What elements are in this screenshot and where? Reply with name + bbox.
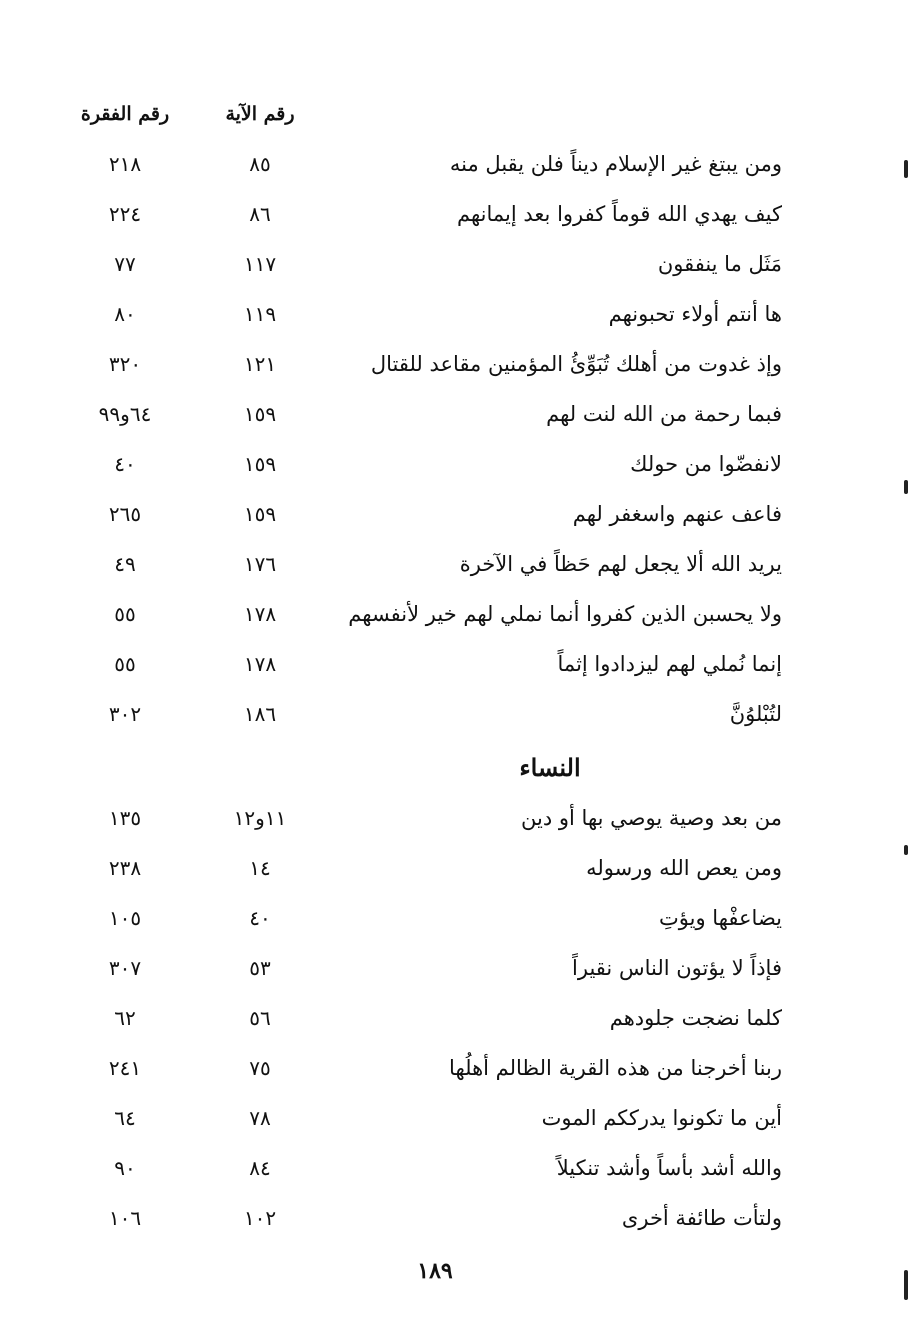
index-row bbox=[0, 644, 910, 684]
verse-number: ١٢١ bbox=[243, 352, 277, 376]
verse-text: يريد الله ألا يجعل لهم حَظاً في الآخرة bbox=[459, 552, 782, 576]
index-row bbox=[0, 244, 910, 284]
index-row bbox=[0, 1198, 910, 1238]
verse-text: من بعد وصية يوصي بها أو دين bbox=[521, 806, 782, 830]
verse-number: ٨٤ bbox=[249, 1156, 271, 1180]
verse-number: ١٥٩ bbox=[243, 402, 277, 426]
page-number: ١٨٩ bbox=[417, 1258, 453, 1284]
index-row bbox=[0, 798, 910, 838]
verse-number: ١٥٩ bbox=[243, 502, 277, 526]
verse-text: كلما نضجت جلودهم bbox=[609, 1006, 782, 1030]
verse-number: ٧٨ bbox=[249, 1106, 271, 1130]
index-row bbox=[0, 144, 910, 184]
scan-edge-mark bbox=[904, 480, 908, 494]
verse-number-header: رقم الآية bbox=[225, 103, 295, 125]
paragraph-number: ٦٤ bbox=[114, 1106, 136, 1130]
paragraph-number: ١٣٥ bbox=[108, 806, 142, 830]
verse-number: ١٧٨ bbox=[243, 652, 277, 676]
verse-number: ١٥٩ bbox=[243, 452, 277, 476]
paragraph-number: ٢٤١ bbox=[108, 1056, 142, 1080]
index-row bbox=[0, 394, 910, 434]
index-row bbox=[0, 1098, 910, 1138]
index-row bbox=[0, 998, 910, 1038]
section-title: النساء bbox=[519, 753, 581, 782]
verse-text: ولتأت طائفة أخرى bbox=[621, 1206, 782, 1230]
paragraph-number: ٥٥ bbox=[114, 602, 136, 626]
index-row bbox=[0, 194, 910, 234]
verse-number: ١٤ bbox=[249, 856, 271, 880]
scan-edge-mark bbox=[904, 160, 908, 178]
verse-text: لانفضّوا من حولك bbox=[630, 452, 782, 476]
paragraph-number: ٨٠ bbox=[114, 302, 136, 326]
verse-text: ومن يبتغ غير الإسلام ديناً فلن يقبل منه bbox=[449, 152, 782, 176]
paragraph-number: ٤٠ bbox=[114, 452, 136, 476]
table-header bbox=[0, 103, 910, 137]
paragraph-number: ٢٦٥ bbox=[108, 502, 142, 526]
verse-number: ١١٧ bbox=[243, 252, 277, 276]
verse-text: ولا يحسبن الذين كفروا أنما نملي لهم خير لأنفسهم bbox=[348, 602, 782, 626]
paragraph-number: ٢٢٤ bbox=[108, 202, 142, 226]
index-row bbox=[0, 848, 910, 888]
paragraph-number: ٦٤و٩٩ bbox=[98, 402, 152, 426]
verse-text: أين ما تكونوا يدرككم الموت bbox=[541, 1106, 782, 1130]
verse-number: ٥٦ bbox=[249, 1006, 271, 1030]
paragraph-number: ٣٠٢ bbox=[108, 702, 142, 726]
paragraph-number: ١٠٦ bbox=[108, 1206, 142, 1230]
paragraph-number: ٢٣٨ bbox=[108, 856, 142, 880]
verse-text: ومن يعص الله ورسوله bbox=[586, 856, 782, 880]
index-row bbox=[0, 1148, 910, 1188]
verse-number: ٥٣ bbox=[249, 956, 271, 980]
index-row bbox=[0, 344, 910, 384]
verse-number: ٨٦ bbox=[249, 202, 271, 226]
paragraph-number: ٦٢ bbox=[114, 1006, 136, 1030]
paragraph-number: ٧٧ bbox=[114, 252, 136, 276]
index-row bbox=[0, 444, 910, 484]
scan-edge-mark bbox=[904, 845, 908, 855]
verse-text: ها أنتم أولاء تحبونهم bbox=[608, 302, 782, 326]
verse-text: وإذ غدوت من أهلك تُبَوِّئُ المؤمنين مقاعد للقتال bbox=[370, 352, 782, 376]
index-row bbox=[0, 694, 910, 734]
index-row bbox=[0, 594, 910, 634]
index-row bbox=[0, 948, 910, 988]
index-row bbox=[0, 544, 910, 584]
verse-text: إنما نُملي لهم ليزدادوا إثماً bbox=[557, 652, 782, 676]
paragraph-number: ٣٠٧ bbox=[108, 956, 142, 980]
verse-number: ٤٠ bbox=[249, 906, 271, 930]
scan-edge-mark bbox=[904, 1270, 908, 1300]
verse-text: فاعف عنهم واسغفر لهم bbox=[572, 502, 782, 526]
verse-number: ٨٥ bbox=[249, 152, 271, 176]
verse-text: والله أشد بأساً وأشد تنكيلاً bbox=[556, 1156, 782, 1180]
index-row bbox=[0, 1048, 910, 1088]
verse-text: مَثَل ما ينفقون bbox=[657, 252, 782, 276]
paragraph-number: ٥٥ bbox=[114, 652, 136, 676]
paragraph-number: ٣٢٠ bbox=[108, 352, 142, 376]
paragraph-number: ٩٠ bbox=[114, 1156, 136, 1180]
verse-text: فبما رحمة من الله لنت لهم bbox=[546, 402, 782, 426]
verse-text: ربنا أخرجنا من هذه القرية الظالم أهلُها bbox=[449, 1056, 782, 1080]
index-row bbox=[0, 294, 910, 334]
paragraph-number: ٤٩ bbox=[114, 552, 136, 576]
verse-number: ٧٥ bbox=[249, 1056, 271, 1080]
index-row bbox=[0, 494, 910, 534]
verse-number: ١٠٢ bbox=[243, 1206, 277, 1230]
verse-number: ١٨٦ bbox=[243, 702, 277, 726]
verse-text: يضاعفْها ويؤتِ bbox=[659, 906, 782, 930]
paragraph-number: ١٠٥ bbox=[108, 906, 142, 930]
verse-text: لتُبْلوُنَّ bbox=[729, 702, 782, 726]
verse-number: ١٧٨ bbox=[243, 602, 277, 626]
verse-text: فإذاً لا يؤتون الناس نقيراً bbox=[572, 956, 782, 980]
verse-number: ١١٩ bbox=[243, 302, 277, 326]
index-row bbox=[0, 898, 910, 938]
verse-text: كيف يهدي الله قوماً كفروا بعد إيمانهم bbox=[457, 202, 782, 226]
paragraph-number-header: رقم الفقرة bbox=[80, 103, 170, 125]
verse-number: ١١و١٢ bbox=[233, 806, 287, 830]
paragraph-number: ٢١٨ bbox=[108, 152, 142, 176]
verse-number: ١٧٦ bbox=[243, 552, 277, 576]
